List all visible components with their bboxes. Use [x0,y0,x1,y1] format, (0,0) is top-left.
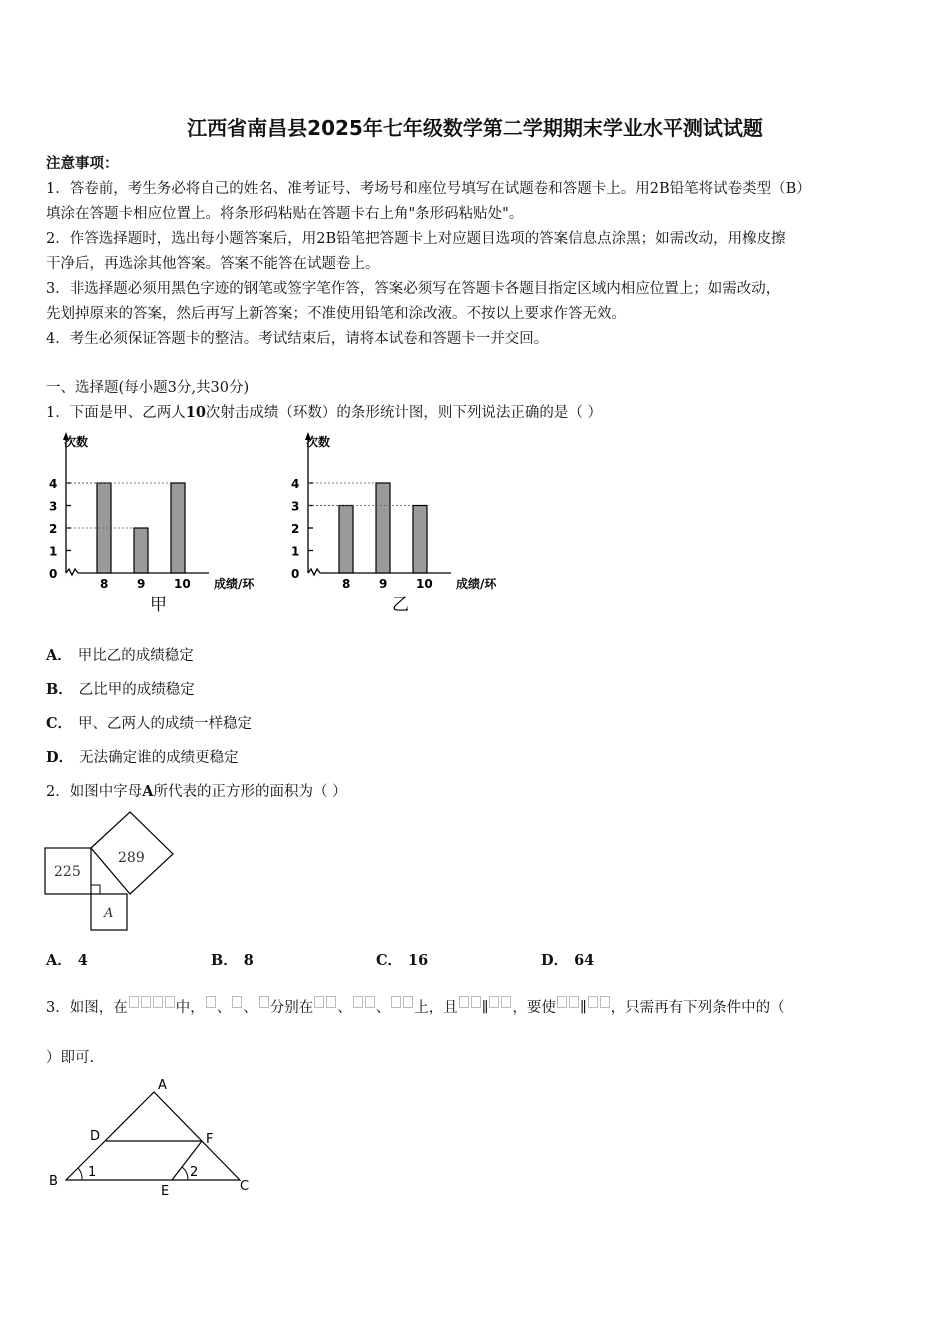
y-axis-label: 次数 [306,435,331,449]
notice-line: 填涂在答题卡相应位置上。将条形码粘贴在答题卡右上角"条形码粘贴处"。 [46,206,524,222]
y-tick-label: 2 [291,522,300,536]
label-D: D [90,1129,101,1144]
y-tick-label: 0 [291,567,300,581]
notice-line: 干净后，再选涂其他答案。答案不能答在试题卷上。 [46,256,380,272]
label-C: C [240,1179,250,1194]
y-tick-label: 1 [49,544,58,559]
y-tick-label: 4 [49,477,58,491]
label-A: A [158,1078,167,1093]
question-1-stem: 1．下面是甲、乙两人10次射击成绩（环数）的条形统计图，则下列说法正确的是（ ） [46,404,603,421]
label-B: B [49,1174,58,1189]
bar [171,483,185,573]
label-F: F [206,1132,214,1147]
question-number: 3． [46,1000,70,1016]
y-tick-label: 4 [291,477,300,491]
q1-option-a[interactable]: A． 甲比乙的成绩稳定 [46,647,194,664]
notice-line: 2．作答选择题时，选出每小题答案后，用2B铅笔把答题卡上对应题目选项的答案信息点涂黑；如需改动，用橡皮擦 [46,231,786,247]
q1-option-d[interactable]: D． 无法确定谁的成绩更稳定 [46,749,239,766]
x-tick-label: 9 [137,577,146,591]
x-tick-label: 8 [342,577,351,591]
notice-line: 4．考生必须保证答题卡的整洁。考试结束后，请将本试卷和答题卡一并交回。 [46,331,549,347]
section-heading: 一、选择题(每小题3分,共30分) [46,380,250,396]
y-axis-label: 次数 [64,435,89,449]
y-tick-label: 0 [49,567,58,581]
q2-option-c[interactable]: C． 16 [376,952,429,969]
squares-figure [44,810,184,935]
y-tick-label: 3 [291,499,300,514]
question-3-stem: 3．如图，在 中， 、 、 分别在 、 、 上，且 ∥ ，要使 ∥ ，只需再有下列条件中的（ [46,996,785,1017]
q2-option-a[interactable]: A． 4 [46,952,88,969]
x-axis-label: 成绩/环 [214,577,255,591]
q2-option-b[interactable]: B． 8 [211,952,254,969]
question-2-stem: 2．如图中字母A所代表的正方形的面积为（ ） [46,783,347,800]
chart-title: 乙 [392,595,409,615]
chart-title: 甲 [150,595,167,615]
right-angle-mark [91,885,100,894]
bar [376,483,390,573]
label-a: A [104,906,114,921]
x-tick-label: 8 [100,577,109,591]
q1-option-b[interactable]: B． 乙比甲的成绩稳定 [46,681,195,698]
angle-1-arc [78,1168,82,1180]
angle-2-arc [182,1167,188,1180]
label-225: 225 [54,864,81,880]
x-tick-label: 10 [416,577,433,591]
page-title: 江西省南昌县2025年七年级数学第二学期期末学业水平测试试题 [187,116,763,140]
label-E: E [161,1184,170,1199]
bar-chart-yi [286,430,526,620]
question-number: 1． [46,405,70,421]
q1-option-c[interactable]: C． 甲、乙两人的成绩一样稳定 [46,715,253,732]
label-angle-1: 1 [88,1165,97,1180]
x-axis-label: 成绩/环 [456,577,497,591]
bar-chart-jia [44,430,284,620]
notice-heading: 注意事项： [46,155,119,172]
notice-line: 先划掉原来的答案，然后再写上新答案；不准使用铅笔和涂改液。不按以上要求作答无效。 [46,306,626,322]
bar [339,506,353,574]
axis-break [66,569,78,575]
label-289: 289 [118,850,145,866]
q2-option-d[interactable]: D． 64 [541,952,595,969]
x-tick-label: 9 [379,577,388,591]
bar [413,506,427,574]
axis-break [308,569,320,575]
label-angle-2: 2 [190,1165,199,1180]
x-tick-label: 10 [174,577,191,591]
y-tick-label: 2 [49,522,58,536]
triangle-figure [44,1072,264,1204]
y-tick-label: 3 [49,499,58,514]
y-tick-label: 1 [291,544,300,559]
question-number: 2． [46,784,70,800]
notice-line: 1．答卷前，考生务必将自己的姓名、准考证号、考场号和座位号填写在试题卷和答题卡上。用2B铅笔将试卷类型（B） [46,181,811,197]
bar [134,528,148,573]
notice-line: 3．非选择题必须用黑色字迹的钢笔或签字笔作答，答案必须写在答题卡各题目指定区域内相应位置上；如需改动， [46,281,781,297]
question-3-stem-cont: ）即可. [46,1050,95,1066]
